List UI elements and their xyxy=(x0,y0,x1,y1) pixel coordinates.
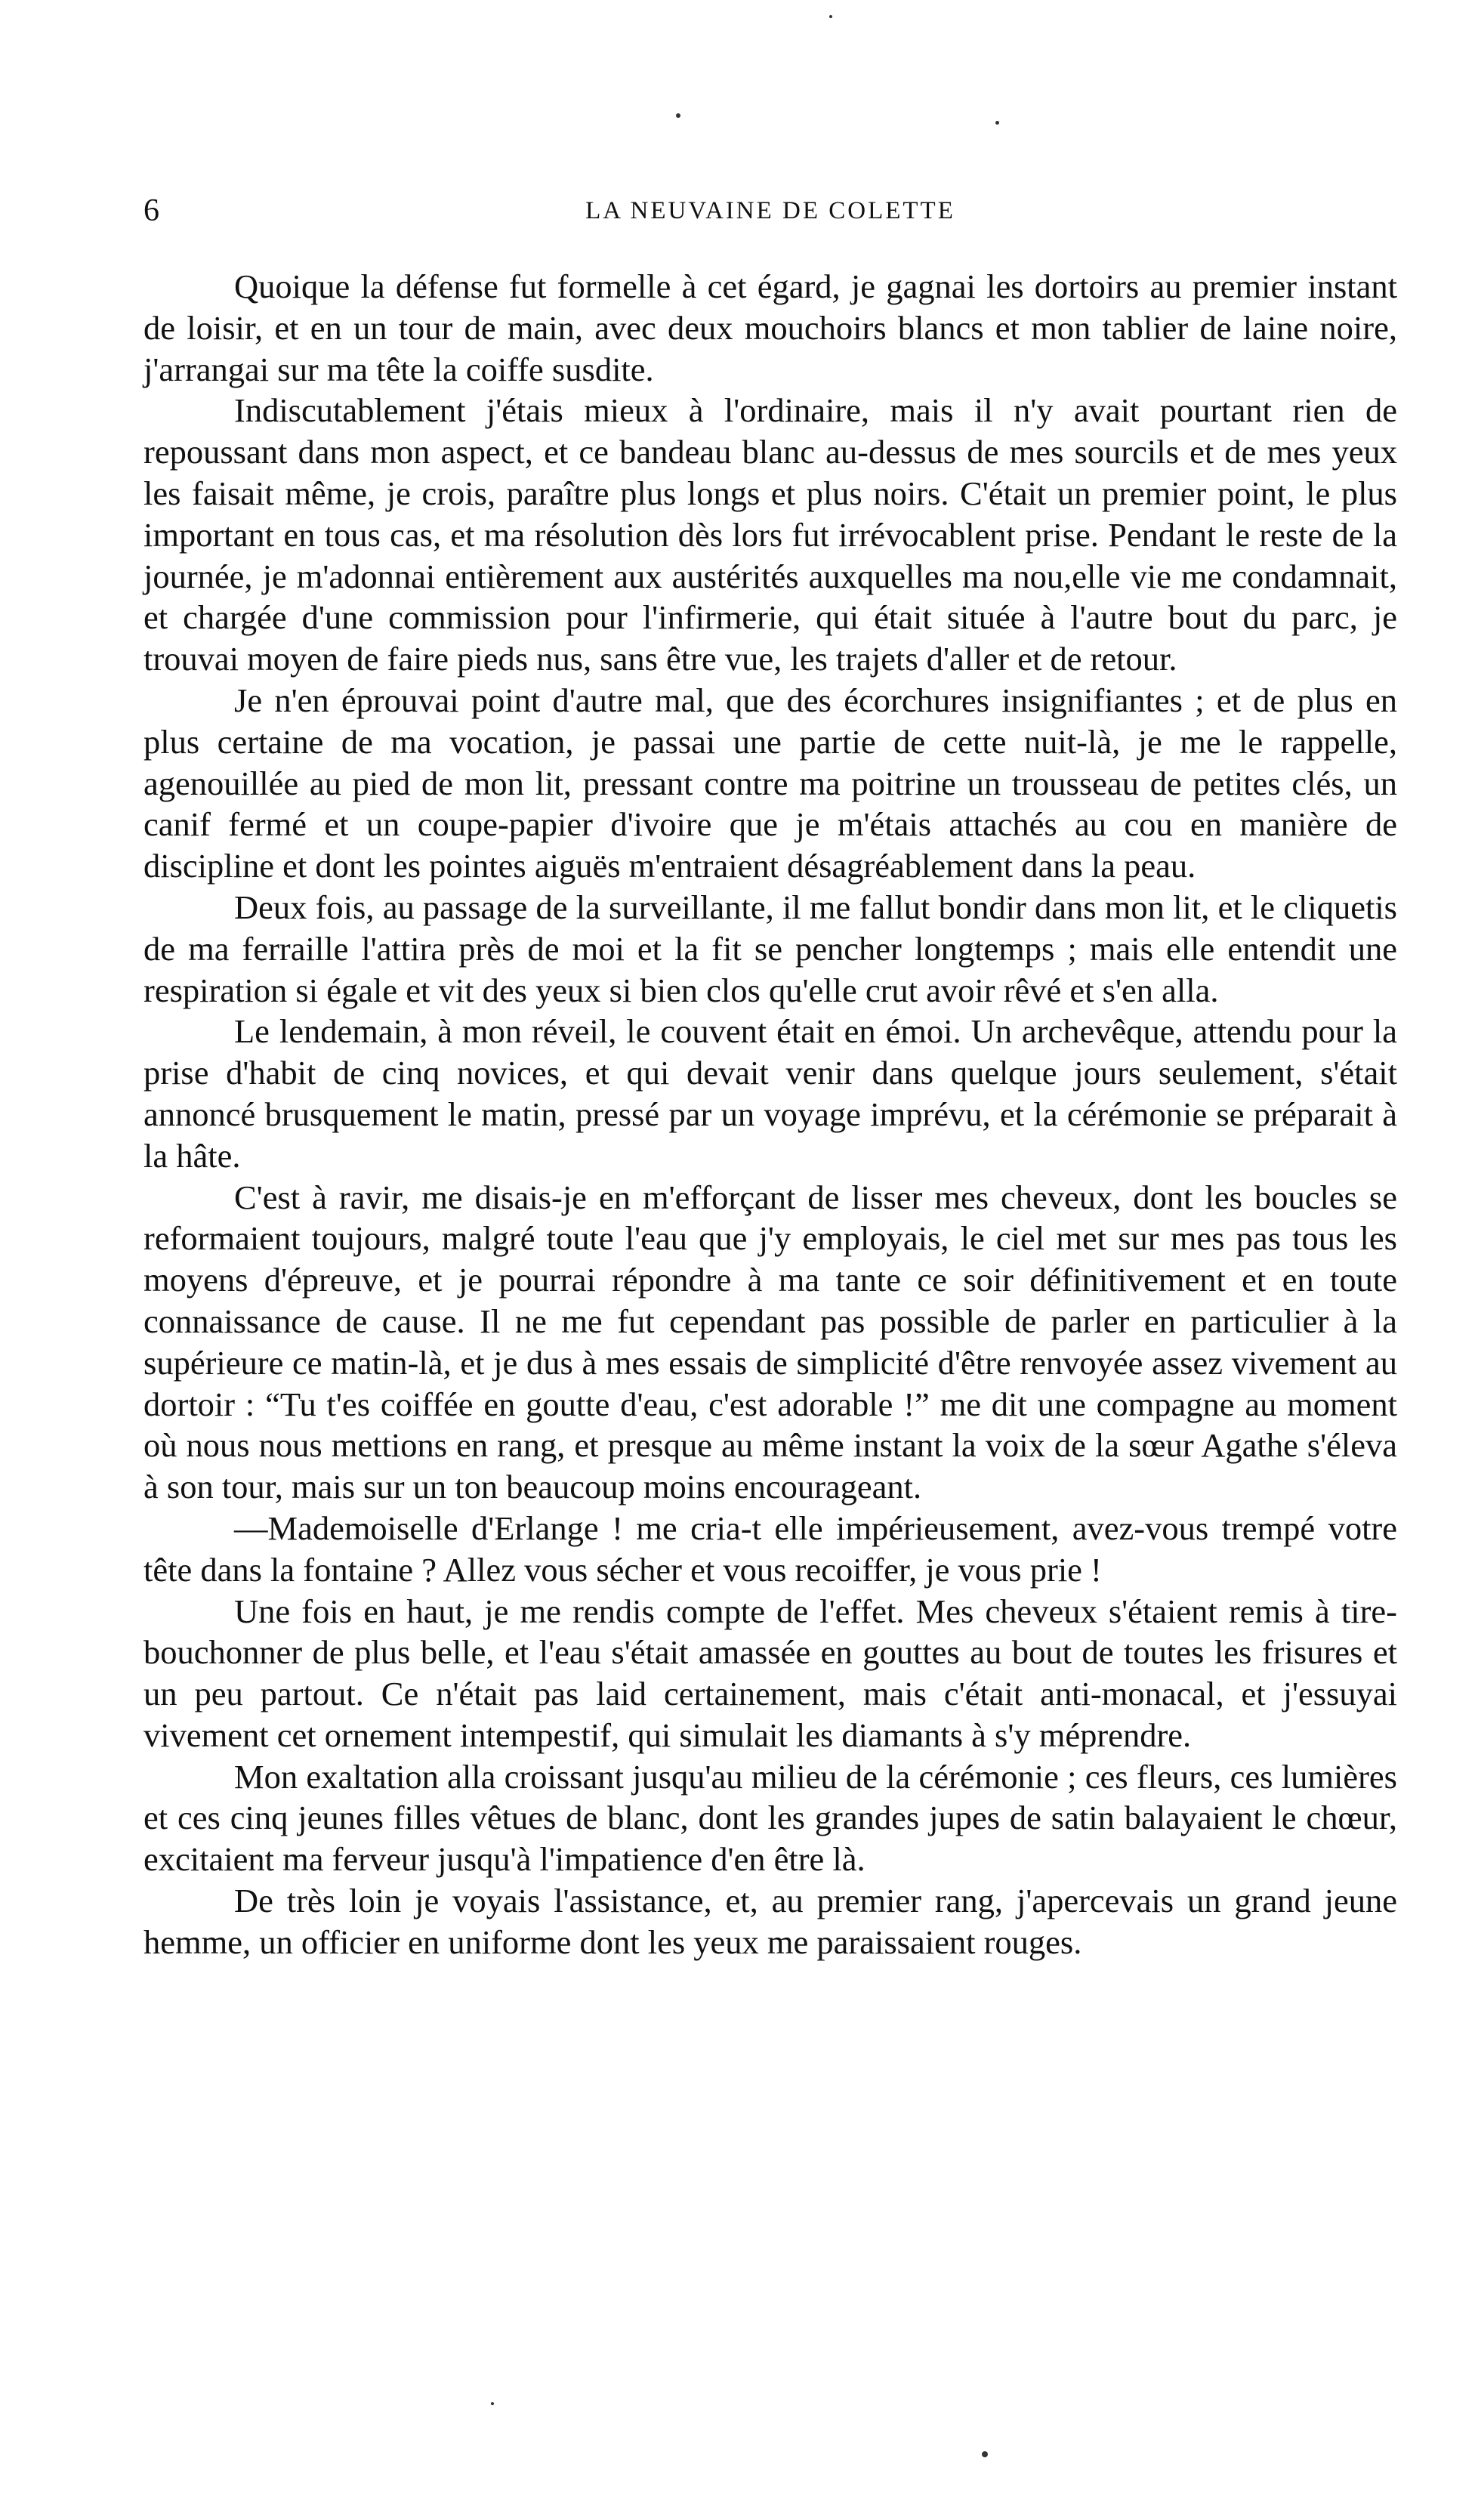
scan-speck xyxy=(676,113,680,118)
scan-speck xyxy=(491,2402,494,2405)
page-number: 6 xyxy=(143,193,160,228)
paragraph-3: Je n'en éprouvai point d'autre mal, que des écorchures insignifiantes ; et de plus en plus certaine de ma vocation, je passai une partie de cette nuit-là, je me le rappelle, agenouillée au pied de mon lit, pressant contre ma poitrine un trousseau de petites clés, un canif fermé et un coupe-papier d'ivoire que je m'étais attachés au cou en manière de discipline et dont les pointes aiguës m'entraient désagréablement dans la peau. xyxy=(143,681,1397,885)
paragraph-10: De très loin je voyais l'assistance, et, au premier rang, j'apercevais un grand jeune hemme, un officier en uniforme dont les yeux me paraissaient rouges. xyxy=(143,1882,1397,1961)
paragraph-2: Indiscutablement j'étais mieux à l'ordinaire, mais il n'y avait pourtant rien de repoussant dans mon aspect, et ce bandeau blanc au-dessus de mes sourcils et de mes yeux les faisait même, je crois, paraître plus longs et plus noirs. C'était un premier point, le plus important en tous cas, et ma résolution dès lors fut irrévocablent prise. Pendant le reste de la journée, je m'adonnai entièrement aux austérités auxquelles ma nou,elle vie me condamnait, et chargée d'une commission pour l'infirmerie, qui était située à l'autre bout du parc, je trouvai moyen de faire pieds nus, sans être vue, les trajets d'aller et de retour. xyxy=(143,391,1397,678)
scan-speck xyxy=(982,2451,988,2457)
scan-speck xyxy=(995,121,999,125)
body-text xyxy=(143,266,1397,1963)
running-title: LA NEUVAINE DE COLETTE xyxy=(585,197,955,224)
paragraph-5: Le lendemain, à mon réveil, le couvent était en émoi. Un archevêque, attendu pour la prise d'habit de cinq novices, et qui devait venir dans quelque jours seulement, s'était annoncé brusquement le matin, pressé par un voyage imprévu, et la cérémonie se préparait à la hâte. xyxy=(143,1012,1397,1175)
paragraph-8: Une fois en haut, je me rendis compte de l'effet. Mes cheveux s'étaient remis à tire-bouchonner de plus belle, et l'eau s'était amassée en gouttes au bout de toutes les frisures et un peu partout. Ce n'était pas laid certainement, mais c'était anti-monacal, et j'essuyai vivement cet ornement intempestif, qui simulait les diamants à s'y méprendre. xyxy=(143,1592,1397,1754)
running-head xyxy=(143,193,1397,238)
paragraph-7: —Mademoiselle d'Erlange ! me cria-t elle impérieusement, avez-vous trempé votre tête dans la fontaine ? Allez vous sécher et vous recoiffer, je vous prie ! xyxy=(143,1509,1397,1589)
paragraph-6: C'est à ravir, me disais-je en m'efforçant de lisser mes cheveux, dont les boucles se reformaient toujours, malgré toute l'eau que j'y employais, le ciel met sur mes pas tous les moyens d'épreuve, et je pourrai répondre à ma tante ce soir définitivement et en toute connaissance de cause. Il ne me fut cependant pas possible de parler en particulier à la supérieure ce matin-là, et je dus à mes essais de simplicité d'être renvoyée assez vivement au dortoir : “Tu t'es coiffée en goutte d'eau, c'est adorable !” me dit une compagne au moment où nous nous mettions en rang, et presque au même instant la voix de la sœur Agathe s'éleva à son tour, mais sur un ton beaucoup moins encourageant. xyxy=(143,1178,1397,1506)
paragraph-4: Deux fois, au passage de la surveillante, il me fallut bondir dans mon lit, et le cliquetis de ma ferraille l'attira près de moi et la fit se pencher longtemps ; mais elle entendit une respiration si égale et vit des yeux si bien clos qu'elle crut avoir rêvé et s'en alla. xyxy=(143,888,1397,1009)
scan-speck xyxy=(829,15,832,18)
paragraph-1: Quoique la défense fut formelle à cet égard, je gagnai les dortoirs au premier instant de loisir, et en un tour de main, avec deux mouchoirs blancs et mon tablier de laine noire, j'arrangai sur ma tête la coiffe susdite. xyxy=(143,267,1397,388)
paragraph-9: Mon exaltation alla croissant jusqu'au milieu de la cérémonie ; ces fleurs, ces lumières et ces cinq jeunes filles vêtues de blanc, dont les grandes jupes de satin balayaient le chœur, excitaient ma ferveur jusqu'à l'impatience d'en être là. xyxy=(143,1757,1397,1879)
